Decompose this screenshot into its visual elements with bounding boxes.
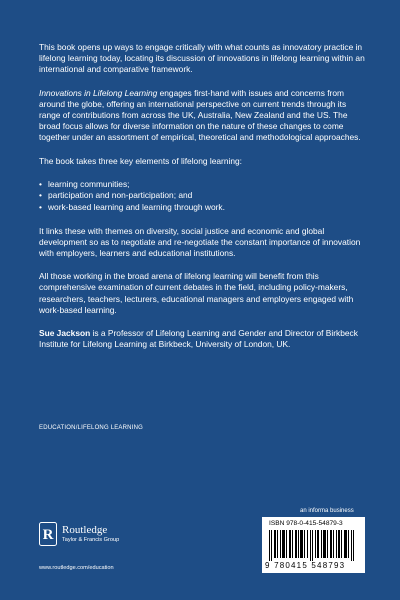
audience-paragraph: All those working in the broad arena of lifelong learning will benefit from this comprehensive examination of current debates in the field, including policy-makers, researchers, teachers, lecturers, educational managers and employers engaged with work-based learning. — [39, 271, 354, 315]
isbn-barcode — [262, 517, 365, 573]
intro-paragraph: This book opens up ways to engage critically with what counts as innovatory practice in lifelong learning today, locating its discussion of innovations in lifelong learning within an international and comparative framework. — [39, 42, 365, 75]
blurb — [39, 42, 367, 362]
barcode-number: 9 780415 548793 — [265, 561, 346, 570]
description-text: engages first-hand with issues and concerns from around the globe, offering an international perspective on current trends through its range of contributions from across the UK, Australia, New Zealand and the US. The broad focus allows for diverse information on the nature of these changes to come together under an assortment of empirical, theoretical and methodological approaches. — [39, 87, 361, 143]
description-paragraph — [39, 88, 367, 144]
informa-tagline: an informa business — [300, 508, 354, 514]
routledge-logo — [39, 522, 159, 562]
isbn-label: ISBN 978-0-415-54879-3 — [269, 520, 343, 527]
author-name: Sue Jackson — [39, 328, 91, 339]
publisher-group: Taylor & Francis Group — [62, 537, 120, 543]
list-item: • learning communities; — [39, 179, 367, 191]
publisher-name: Routledge — [62, 524, 108, 536]
list-item: • work-based learning and learning through work. — [39, 202, 367, 214]
author-bio: is a Professor of Lifelong Learning and Gender and Director of Birkbeck Institute for Lifelong Learning at Birkbeck, University of London, UK. — [39, 328, 358, 350]
publisher-website[interactable]: www.routledge.com/education — [39, 565, 114, 571]
list-item: • participation and non-participation; and — [39, 190, 367, 202]
elements-intro: The book takes three key elements of lifelong learning: — [39, 155, 242, 166]
key-elements-list — [39, 179, 367, 214]
subject-category: EDUCATION/LIFELONG LEARNING — [39, 425, 143, 431]
book-title-italic: Innovations in Lifelong Learning — [39, 87, 158, 98]
routledge-mark-icon — [39, 522, 57, 546]
author-paragraph — [39, 328, 367, 350]
themes-paragraph: It links these with themes on diversity, social justice and economic and global development so as to negotiate and re-negotiate the constant importance of innovation with employers, learners and educational institutions. — [39, 225, 361, 259]
barcode-icon — [269, 530, 359, 561]
svg-text:R: R — [42, 527, 54, 543]
